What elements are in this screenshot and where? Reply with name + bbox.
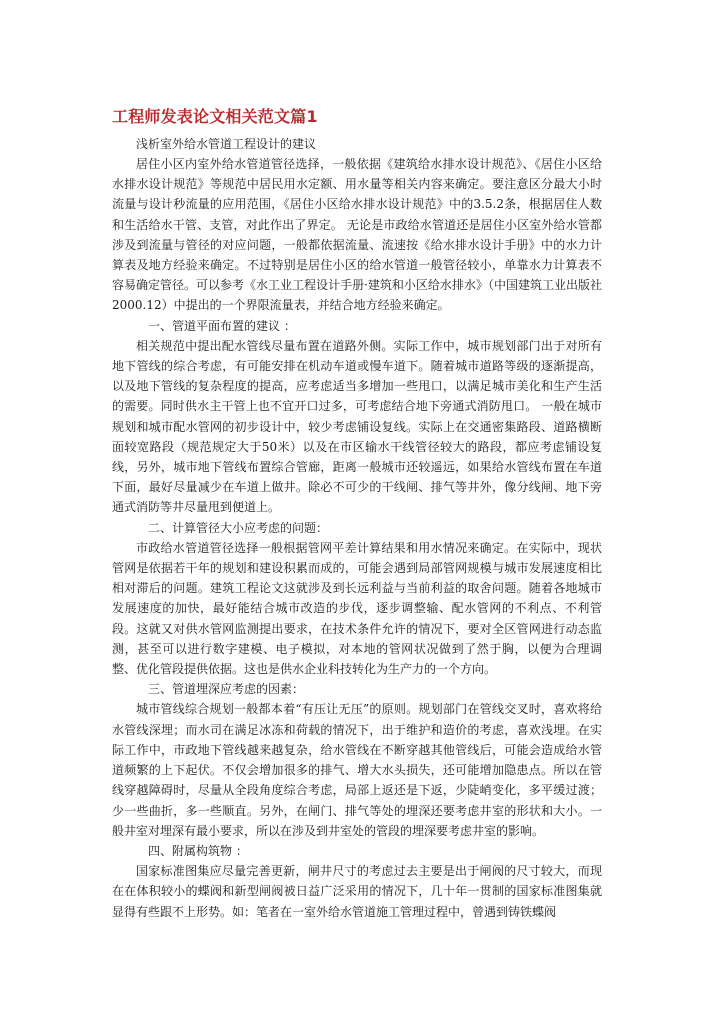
section-intro (112, 154, 602, 316)
paragraph: 城市管线综合规划一般都本着“有压让无压”的原则。规划部门在管线交叉时，喜欢将给水管线深埋；而水司在满足冰冻和荷载的情况下，出于维护和造价的考虑，喜欢浅埋。在实际工作中，市政地下管线越来越复杂，给水管线在不断穿越其他管线后，可能会造成给水管道频繁的上下起伏。不仅会增加很多的排气、增大水头损失，还可能增加隐患点。所以在管线穿越障碍时，尽量从全段角度综合考虑，局部上返还是下返，少陡峭变化，多平缓过渡；少一些曲折，多一些顺直。另外，在闸门、排气等处的埋深还要考虑井室的形状和大小。一般井室对埋深有最小要求，所以在涉及到井室处的管段的埋深要考虑井室的影响。 (112, 702, 602, 838)
section-3 (112, 679, 602, 841)
document-page (112, 106, 602, 922)
paragraph: 居住小区内室外给水管道管径选择，一般依据《建筑给水排水设计规范》、《居住小区给水排水设计规范》等规范中居民用水定额、用水量等相关内容来确定。要注意区分最大小时流量与设计秒流量的应用范围，《居住小区给水排水设计规范》中的3.5.2条，根据居住人数和生活给水干管、支管，对此作出了界定。 无论是市政给水管道还是居住小区室外给水管都涉及到流量与管径的对应问题，一般都依据流量、流速按《给水排水设计手册》中的水力计算表及地方经验来确定。不过特别是居住小区的给水管道一般管径较小，单靠水力计算表不容易确定管径。可以参考《水工业工程设计手册·建筑和小区给水排水》（中国建筑工业出版社2000.12）中提出的一个界限流量表，并结合地方经验来确定。 (112, 157, 602, 313)
section-heading: 二、计算管径大小应考虑的问题： (148, 520, 329, 535)
section-heading: 四、附属构筑物 ： (148, 843, 248, 858)
section-2 (112, 518, 602, 680)
section-heading: 一、管道平面布置的建议 ： (148, 318, 296, 333)
paragraph: 相关规范中提出配水管线尽量布置在道路外侧。实际工作中，城市规划部门出于对所有地下管线的综合考虑，有可能安排在机动车道或慢车道下。随着城市道路等级的逐渐提高，以及地下管线的复杂程度的提高，应考虑适当多增加一些甩口，以满足城市美化和生产生活的需要。同时供水主干管上也不宜开口过多，可考虑结合地下旁通式消防甩口。 一般在城市规划和城市配水管网的初步设计中，较少考虑铺设复线。实际上在交通密集路段、道路横断面较宽路段（规范规定大于50米）以及在市区输水干线管径较大的路段，都应考虑铺设复线，另外，城市地下管线布置综合管廊，距离一般城市还较遥远，如果给水管线布置在车道下面，最好尽量减少在车道上做井。除必不可少的干线闸、排气等井外，像分线闸、地下旁通式消防等井尽量甩到便道上。 (112, 338, 602, 515)
document-subtitle: 浅析室外给水管道工程设计的建议 (136, 137, 317, 151)
section-1 (112, 316, 602, 518)
section-heading: 三、管道埋深应考虑的因素： (148, 682, 305, 697)
section-4 (112, 841, 602, 922)
paragraph: 市政给水管道管径选择一般根据管网平差计算结果和用水情况来确定。在实际中，现状管网是依据若干年的规划和建设积累而成的，可能会遇到局部管网规模与城市发展速度相比相对滞后的问题。建筑工程论文这就涉及到长远利益与当前利益的取舍问题。随着各地城市发展速度的加快，最好能结合城市改造的步伐，逐步调整输、配水管网的不利点、不利管段。这就又对供水管网监测提出要求，在技术条件允许的情况下，要对全区管网进行动态监测，甚至可以进行数字建模、电子模拟，对本地的管网状况做到了然于胸，以便为合理调整、优化管段提供依据。这也是供水企业科技转化为生产力的一个方向。 (112, 540, 602, 677)
document-title: 工程师发表论文相关范文篇1 (112, 107, 318, 126)
paragraph: 国家标准图集应尽量完善更新，闸井尺寸的考虑过去主要是出于闸阀的尺寸较大，而现在在体积较小的蝶阀和新型闸阀被日益广泛采用的情况下，几十年一贯制的国家标准图集就显得有些跟不上形势。如：笔者在一室外给水管道施工管理过程中，曾遇到铸铁蝶阀 (112, 864, 602, 919)
